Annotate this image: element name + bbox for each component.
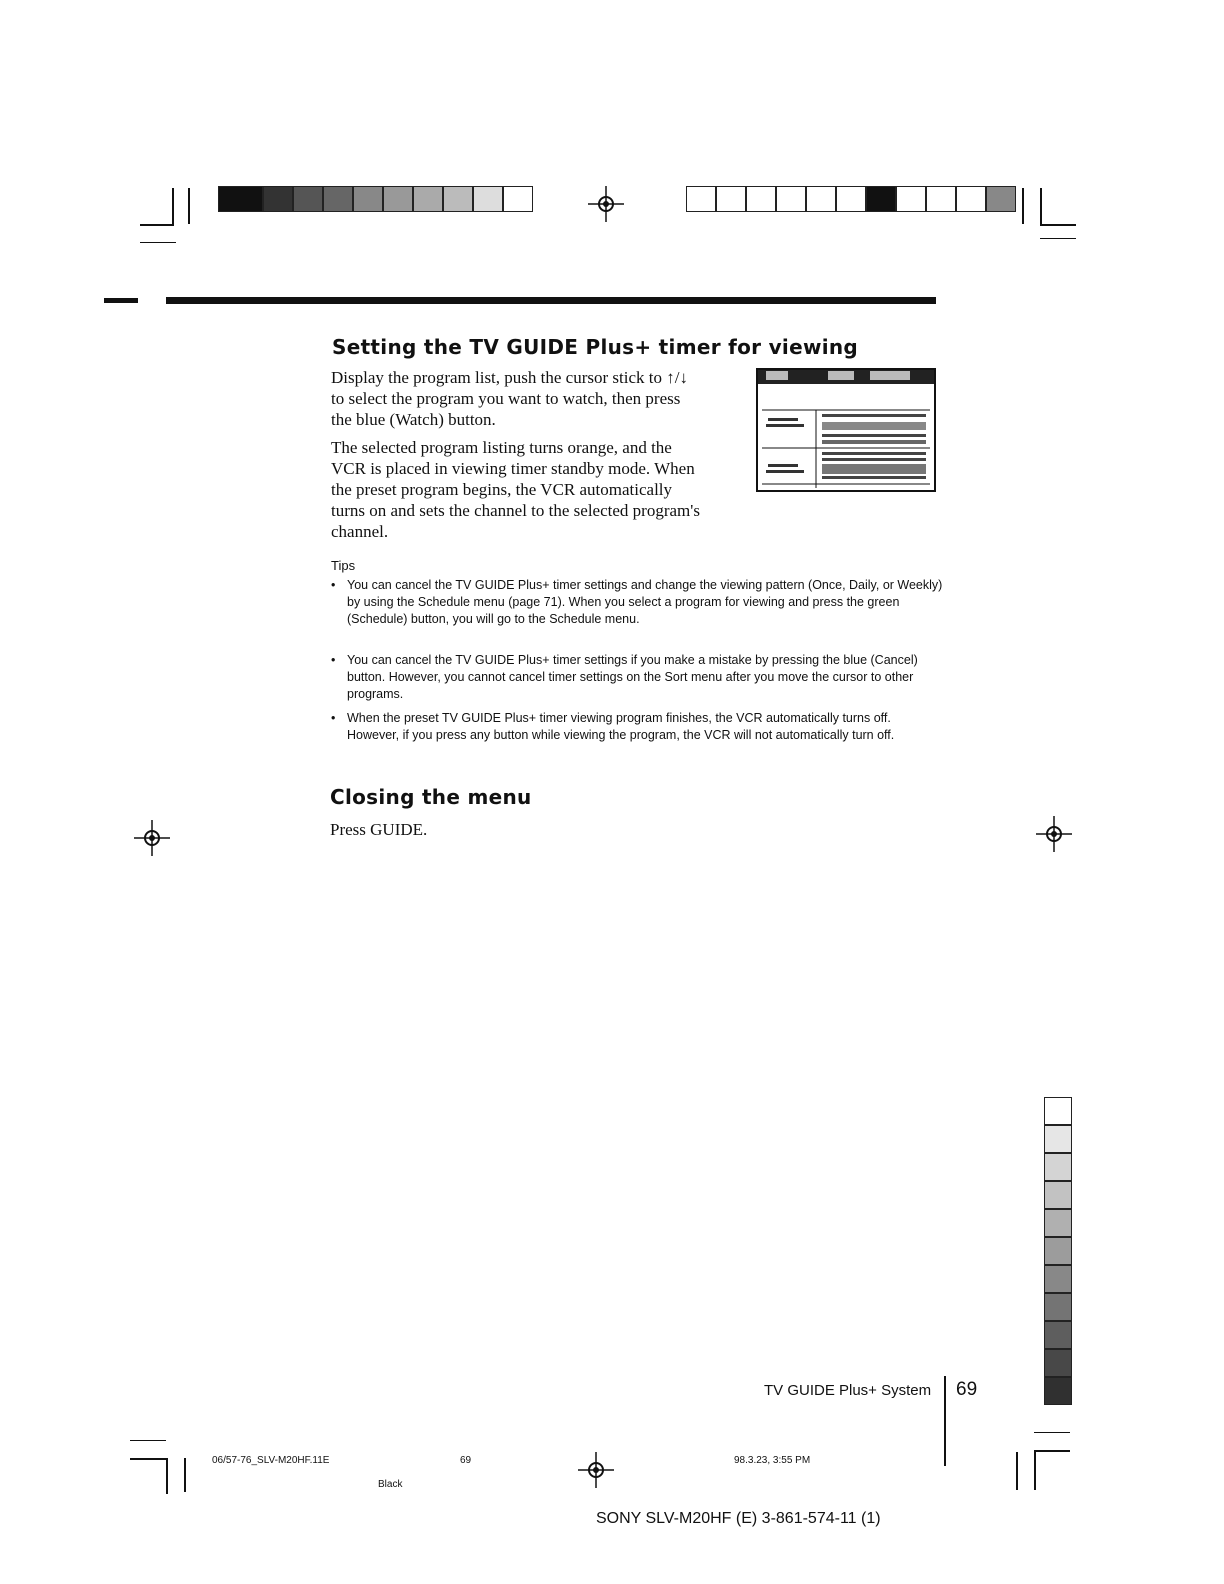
result-paragraph: The selected program listing turns orange, and the VCR is placed in viewing timer standby mode. When the preset program begins, the VCR automatically turns on and sets the channel to the selected program's channel. xyxy=(331,438,700,541)
tip-text: You can cancel the TV GUIDE Plus+ timer settings if you make a mistake by pressing the blue (Cancel) button. However, you cannot cancel timer settings on the Sort menu after you move the cursor to other programs. xyxy=(347,653,918,701)
tip-text: When the preset TV GUIDE Plus+ timer viewing program finishes, the VCR automatically turns off. However, if you press any button while viewing the program, the VCR will not automatically turn off. xyxy=(347,711,895,742)
bullet-icon: • xyxy=(331,653,336,667)
crop-mark xyxy=(1040,238,1076,239)
registration-crosshair-icon xyxy=(588,186,624,222)
tip-text: You can cancel the TV GUIDE Plus+ timer settings and change the viewing pattern (Once, Daily, or Weekly) by using the Schedule menu (page 71). When you select a program for viewing and press the green (Schedule) button, you will go to the Schedule menu. xyxy=(347,578,943,626)
screen-listing-graphic xyxy=(758,384,934,490)
tip-item xyxy=(331,652,947,703)
program-list-screen-illustration xyxy=(756,368,936,492)
grayscale-calibration-strip xyxy=(1044,1097,1072,1405)
footer-divider xyxy=(944,1376,946,1466)
crop-mark xyxy=(1034,1432,1070,1433)
closing-instruction: Press GUIDE. xyxy=(330,820,428,839)
crop-mark xyxy=(130,1458,168,1460)
ink-color-label: Black xyxy=(378,1479,403,1490)
instruction-paragraph: Display the program list, push the cursor stick to ↑/↓ to select the program you want to watch, then press the blue (Watch) button. xyxy=(331,368,688,429)
print-timestamp: 98.3.23, 3:55 PM xyxy=(734,1455,811,1466)
bullet-icon: • xyxy=(331,578,336,592)
crop-mark xyxy=(1034,1450,1070,1452)
product-code: SONY SLV-M20HF (E) 3-861-574-11 (1) xyxy=(596,1510,881,1527)
file-name: 06/57-76_SLV-M20HF.11E xyxy=(212,1455,330,1466)
tips-heading: Tips xyxy=(331,558,356,573)
crop-mark xyxy=(1022,188,1024,224)
file-page-number: 69 xyxy=(460,1455,472,1466)
crop-mark xyxy=(1034,1450,1036,1490)
crop-mark xyxy=(130,1440,166,1441)
crop-mark xyxy=(140,242,176,243)
crop-mark xyxy=(188,188,190,224)
color-registration-bar-right xyxy=(686,186,1016,212)
registration-crosshair-icon xyxy=(134,820,170,856)
bullet-icon: • xyxy=(331,711,336,725)
section-title-timer: Setting the TV GUIDE Plus+ timer for viewing xyxy=(332,335,859,359)
color-registration-bar-left xyxy=(218,186,533,212)
registration-crosshair-icon xyxy=(1036,816,1072,852)
crop-mark xyxy=(184,1458,186,1492)
page-number: 69 xyxy=(956,1379,978,1400)
registration-crosshair-icon xyxy=(578,1452,614,1488)
tip-item xyxy=(331,710,917,744)
heading-rule xyxy=(166,297,936,304)
running-footer-section: TV GUIDE Plus+ System xyxy=(764,1382,932,1399)
heading-marker xyxy=(104,298,138,303)
crop-mark xyxy=(172,188,174,226)
crop-mark xyxy=(1040,188,1042,226)
screen-menu-bar xyxy=(758,370,934,384)
crop-mark xyxy=(166,1458,168,1494)
crop-mark xyxy=(1040,224,1076,226)
section-title-closing: Closing the menu xyxy=(330,785,532,809)
tip-item xyxy=(331,577,947,628)
crop-mark xyxy=(1016,1452,1018,1490)
crop-mark xyxy=(140,224,174,226)
